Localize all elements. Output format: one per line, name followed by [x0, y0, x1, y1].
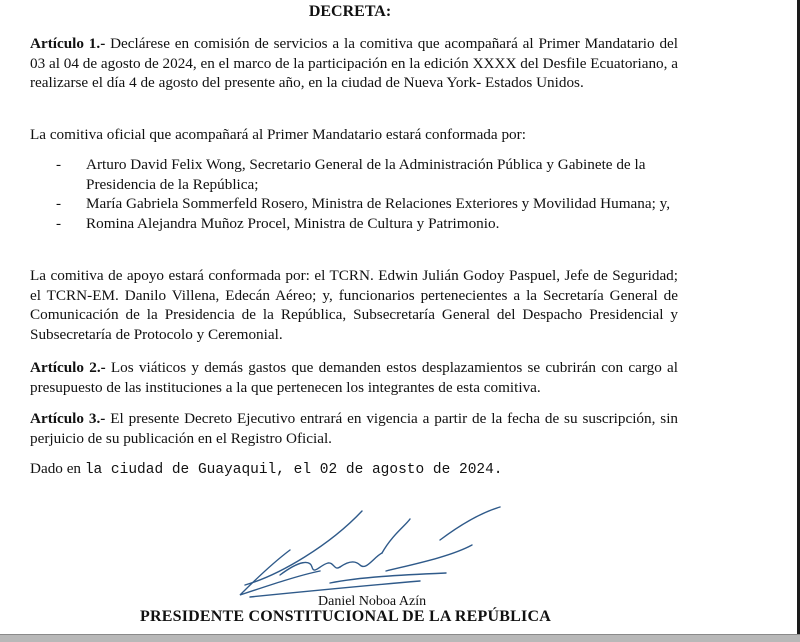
given-prefix: Dado en — [30, 460, 82, 477]
list-dash: - — [56, 214, 62, 232]
article-3-label: Artículo 3.- — [30, 410, 106, 427]
article-1-text: Declárese en comisión de servicios a la comitiva que acompañará al Primer Mandatario del 03 al 04 de agosto de 2024, en el marco de la participación en la edición XXXX del Desfile Ecuatoriano, a realizarse el día 4 de agosto del presente año, en la ciudad de Nueva York- Estados Unidos. — [30, 35, 679, 91]
article-2-label: Artículo 2.- — [30, 359, 106, 376]
list-item — [56, 155, 696, 194]
official-members-list — [56, 155, 696, 233]
support-comitiva-paragraph: La comitiva de apoyo estará conformada por: el TCRN. Edwin Julián Godoy Paspuel, Jefe de Seguridad; el TCRN-EM. Danilo Villena, Edecán Aéreo; y, funcionarios pertenecientes a la Secretaría General de Comunicación de la Presidencia de la República, Subsecretaría General del Despacho Presidencial y Subsecretaría de Protocolo y Ceremonial. — [30, 267, 678, 343]
article-2-text: Los viáticos y demás gastos que demanden estos desplazamientos se cubrirán con cargo al presupuesto de las instituciones a la que pertenecen los integrantes de esta comitiva. — [30, 359, 678, 396]
signer-name: Daniel Noboa Azín — [318, 594, 427, 609]
article-2-paragraph — [30, 358, 678, 397]
signer-title: PRESIDENTE CONSTITUCIONAL DE LA REPÚBLICA — [140, 608, 551, 625]
given-date-line — [30, 459, 678, 481]
member-text: María Gabriela Sommerfeld Rosero, Ministra de Relaciones Exteriores y Movilidad Humana; y, — [86, 195, 670, 212]
article-1-paragraph — [30, 34, 678, 93]
given-typed-text: la ciudad de Guayaquil, el 02 de agosto de 2024. — [84, 462, 503, 478]
article-3-text: El presente Decreto Ejecutivo entrará en vigencia a partir de la fecha de su suscripción, sin perjuicio de su publicación en el Registro Oficial. — [30, 410, 679, 447]
article-1-label: Artículo 1.- — [30, 35, 106, 52]
list-item — [56, 214, 696, 234]
decree-heading: DECRETA: — [308, 3, 392, 20]
list-item — [56, 194, 696, 214]
member-text: Arturo David Felix Wong, Secretario General de la Administración Pública y Gabinete de la Presidencia de la República; — [86, 156, 646, 193]
official-comitiva-intro: La comitiva oficial que acompañará al Primer Mandatario estará conformada por: — [30, 126, 526, 143]
article-3-paragraph — [30, 409, 678, 448]
list-dash: - — [56, 195, 62, 212]
member-text: Romina Alejandra Muñoz Procel, Ministra de Cultura y Patrimonio. — [86, 214, 500, 232]
list-dash: - — [56, 156, 62, 173]
